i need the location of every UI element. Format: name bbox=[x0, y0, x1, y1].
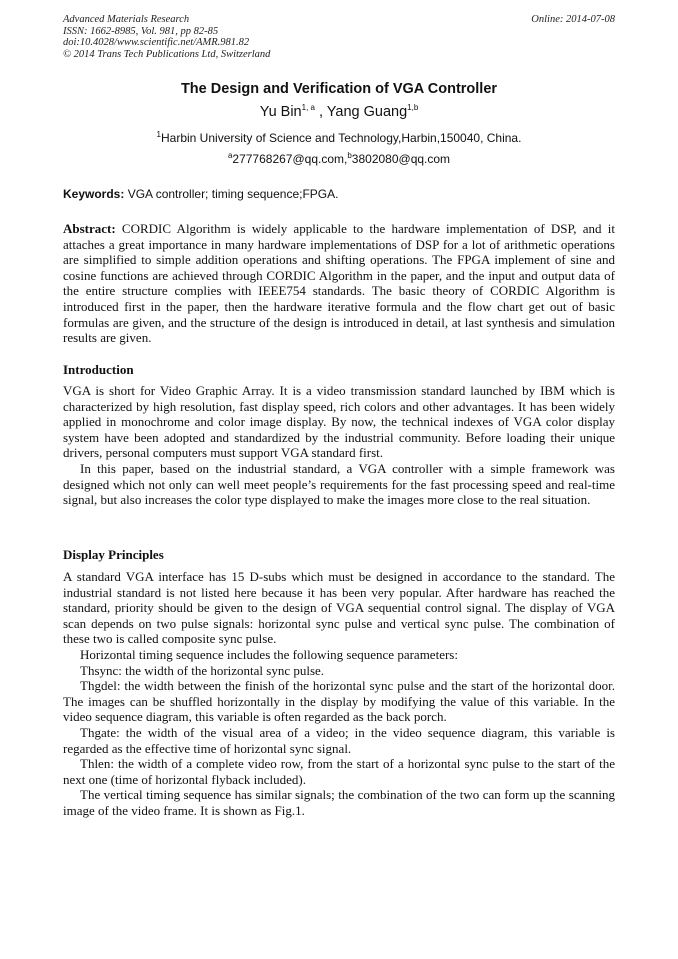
author-separator: , bbox=[314, 104, 327, 120]
email-address[interactable]: 277768267@qq.com, bbox=[232, 152, 348, 166]
abstract-label: Abstract: bbox=[63, 221, 116, 236]
author-line bbox=[0, 104, 678, 120]
email-superscript: a bbox=[227, 151, 233, 160]
author-name: Yu Bin bbox=[259, 104, 302, 120]
author-superscript: 1,b bbox=[407, 103, 419, 113]
paragraph: In this paper, based on the industrial standard, a VGA controller with a simple framework was designed which not only can well meet people’s requirements for the fast processing speed and real-time signal, but also increases the color type displayed to make the images more close to the real situation. bbox=[63, 460, 615, 508]
paragraph: Horizontal timing sequence includes the following sequence parameters: bbox=[80, 646, 458, 662]
journal-header bbox=[63, 14, 615, 60]
email-superscript: b bbox=[347, 151, 352, 160]
affiliation bbox=[0, 131, 678, 145]
abstract bbox=[63, 221, 615, 346]
paragraph: Thsync: the width of the horizontal sync pulse. bbox=[80, 662, 325, 678]
paragraph: VGA is short for Video Graphic Array. It is a video transmission standard launched by IBM which is characterized by high resolution, fast display speed, rich colors and other advantages. It has been widely applied in monochrome and color image display. By now, the technical indexes of VGA color display system have been adopted and standardized by the industrial community. Before loading their unique drivers, personal computers must support VGA standard first. bbox=[63, 383, 615, 461]
abstract-text: CORDIC Algorithm is widely applicable to the hardware implementation of DSP, and it attaches a great importance in many hardware implementations of DSP for a lot of arithmetic operations are simplified to simple addition operations and shifting operations. The FPGA implement of sine and cosine functions are achieved through CORDIC Algorithm in the paper, and the input and output data of the entire structure complies with IEEE754 standards. The basic theory of CORDIC Algorithm is introduced first in the paper, then the hardware iterative formula and the flow chart get out of basic formulas are given, and the structure of the design is introduced in detail, at last synthesis and simulation results are given. bbox=[63, 221, 615, 346]
online-date: Online: 2014-07-08 bbox=[531, 14, 615, 25]
paper-title: The Design and Verification of VGA Controller bbox=[180, 81, 498, 97]
affiliation-superscript: 1 bbox=[156, 130, 161, 139]
journal-name: Advanced Materials Research bbox=[63, 14, 190, 25]
section-heading-display-principles: Display Principles bbox=[63, 547, 164, 562]
keywords-text: VGA controller; timing sequence;FPGA. bbox=[124, 187, 339, 201]
paragraph: Thgdel: the width between the finish of the horizontal sync pulse and the start of the horizontal door. The images can be shuffled horizontally in the display by modifying the value of this variable. In the video sequence diagram, this variable is often regarded as the back porch. bbox=[63, 678, 615, 725]
author-superscript: 1, a bbox=[301, 103, 315, 113]
affiliation-text: Harbin University of Science and Technology,Harbin,150040, China. bbox=[161, 131, 522, 145]
keywords bbox=[63, 187, 615, 201]
introduction-body bbox=[63, 383, 615, 508]
display-principles-body bbox=[63, 569, 615, 819]
copyright-line: © 2014 Trans Tech Publications Ltd, Switzerland bbox=[63, 48, 271, 60]
section-heading-introduction: Introduction bbox=[63, 362, 134, 377]
keywords-label: Keywords: bbox=[63, 187, 125, 201]
paragraph: A standard VGA interface has 15 D-subs which must be designed in accordance to the standard. The industrial standard is not listed here because it has been very popular. After hardware has reached the standard, priority should be given to the design of VGA sequential control signal. The display of VGA scan depends on two pulse signals: horizontal sync pulse and vertical sync pulse. The combination of these two is called composite sync pulse. bbox=[63, 569, 615, 647]
author-name: Yang Guang bbox=[326, 104, 408, 120]
email-line bbox=[0, 152, 678, 166]
paragraph: Thgate: the width of the visual area of a video; in the video sequence diagram, this variable is regarded as the effective time of horizontal sync signal. bbox=[63, 724, 615, 756]
paragraph: Thlen: the width of a complete video row, from the start of a horizontal sync pulse to the start of the next one (time of horizontal flyback included). bbox=[63, 756, 615, 787]
paragraph: The vertical timing sequence has similar signals; the combination of the two can form up the scanning image of the video frame. It is shown as Fig.1. bbox=[63, 787, 615, 818]
doi-line[interactable]: doi:10.4028/www.scientific.net/AMR.981.82 bbox=[63, 37, 250, 48]
email-address[interactable]: 3802080@qq.com bbox=[351, 152, 451, 166]
issn-line: ISSN: 1662-8985, Vol. 981, pp 82-85 bbox=[63, 25, 219, 37]
